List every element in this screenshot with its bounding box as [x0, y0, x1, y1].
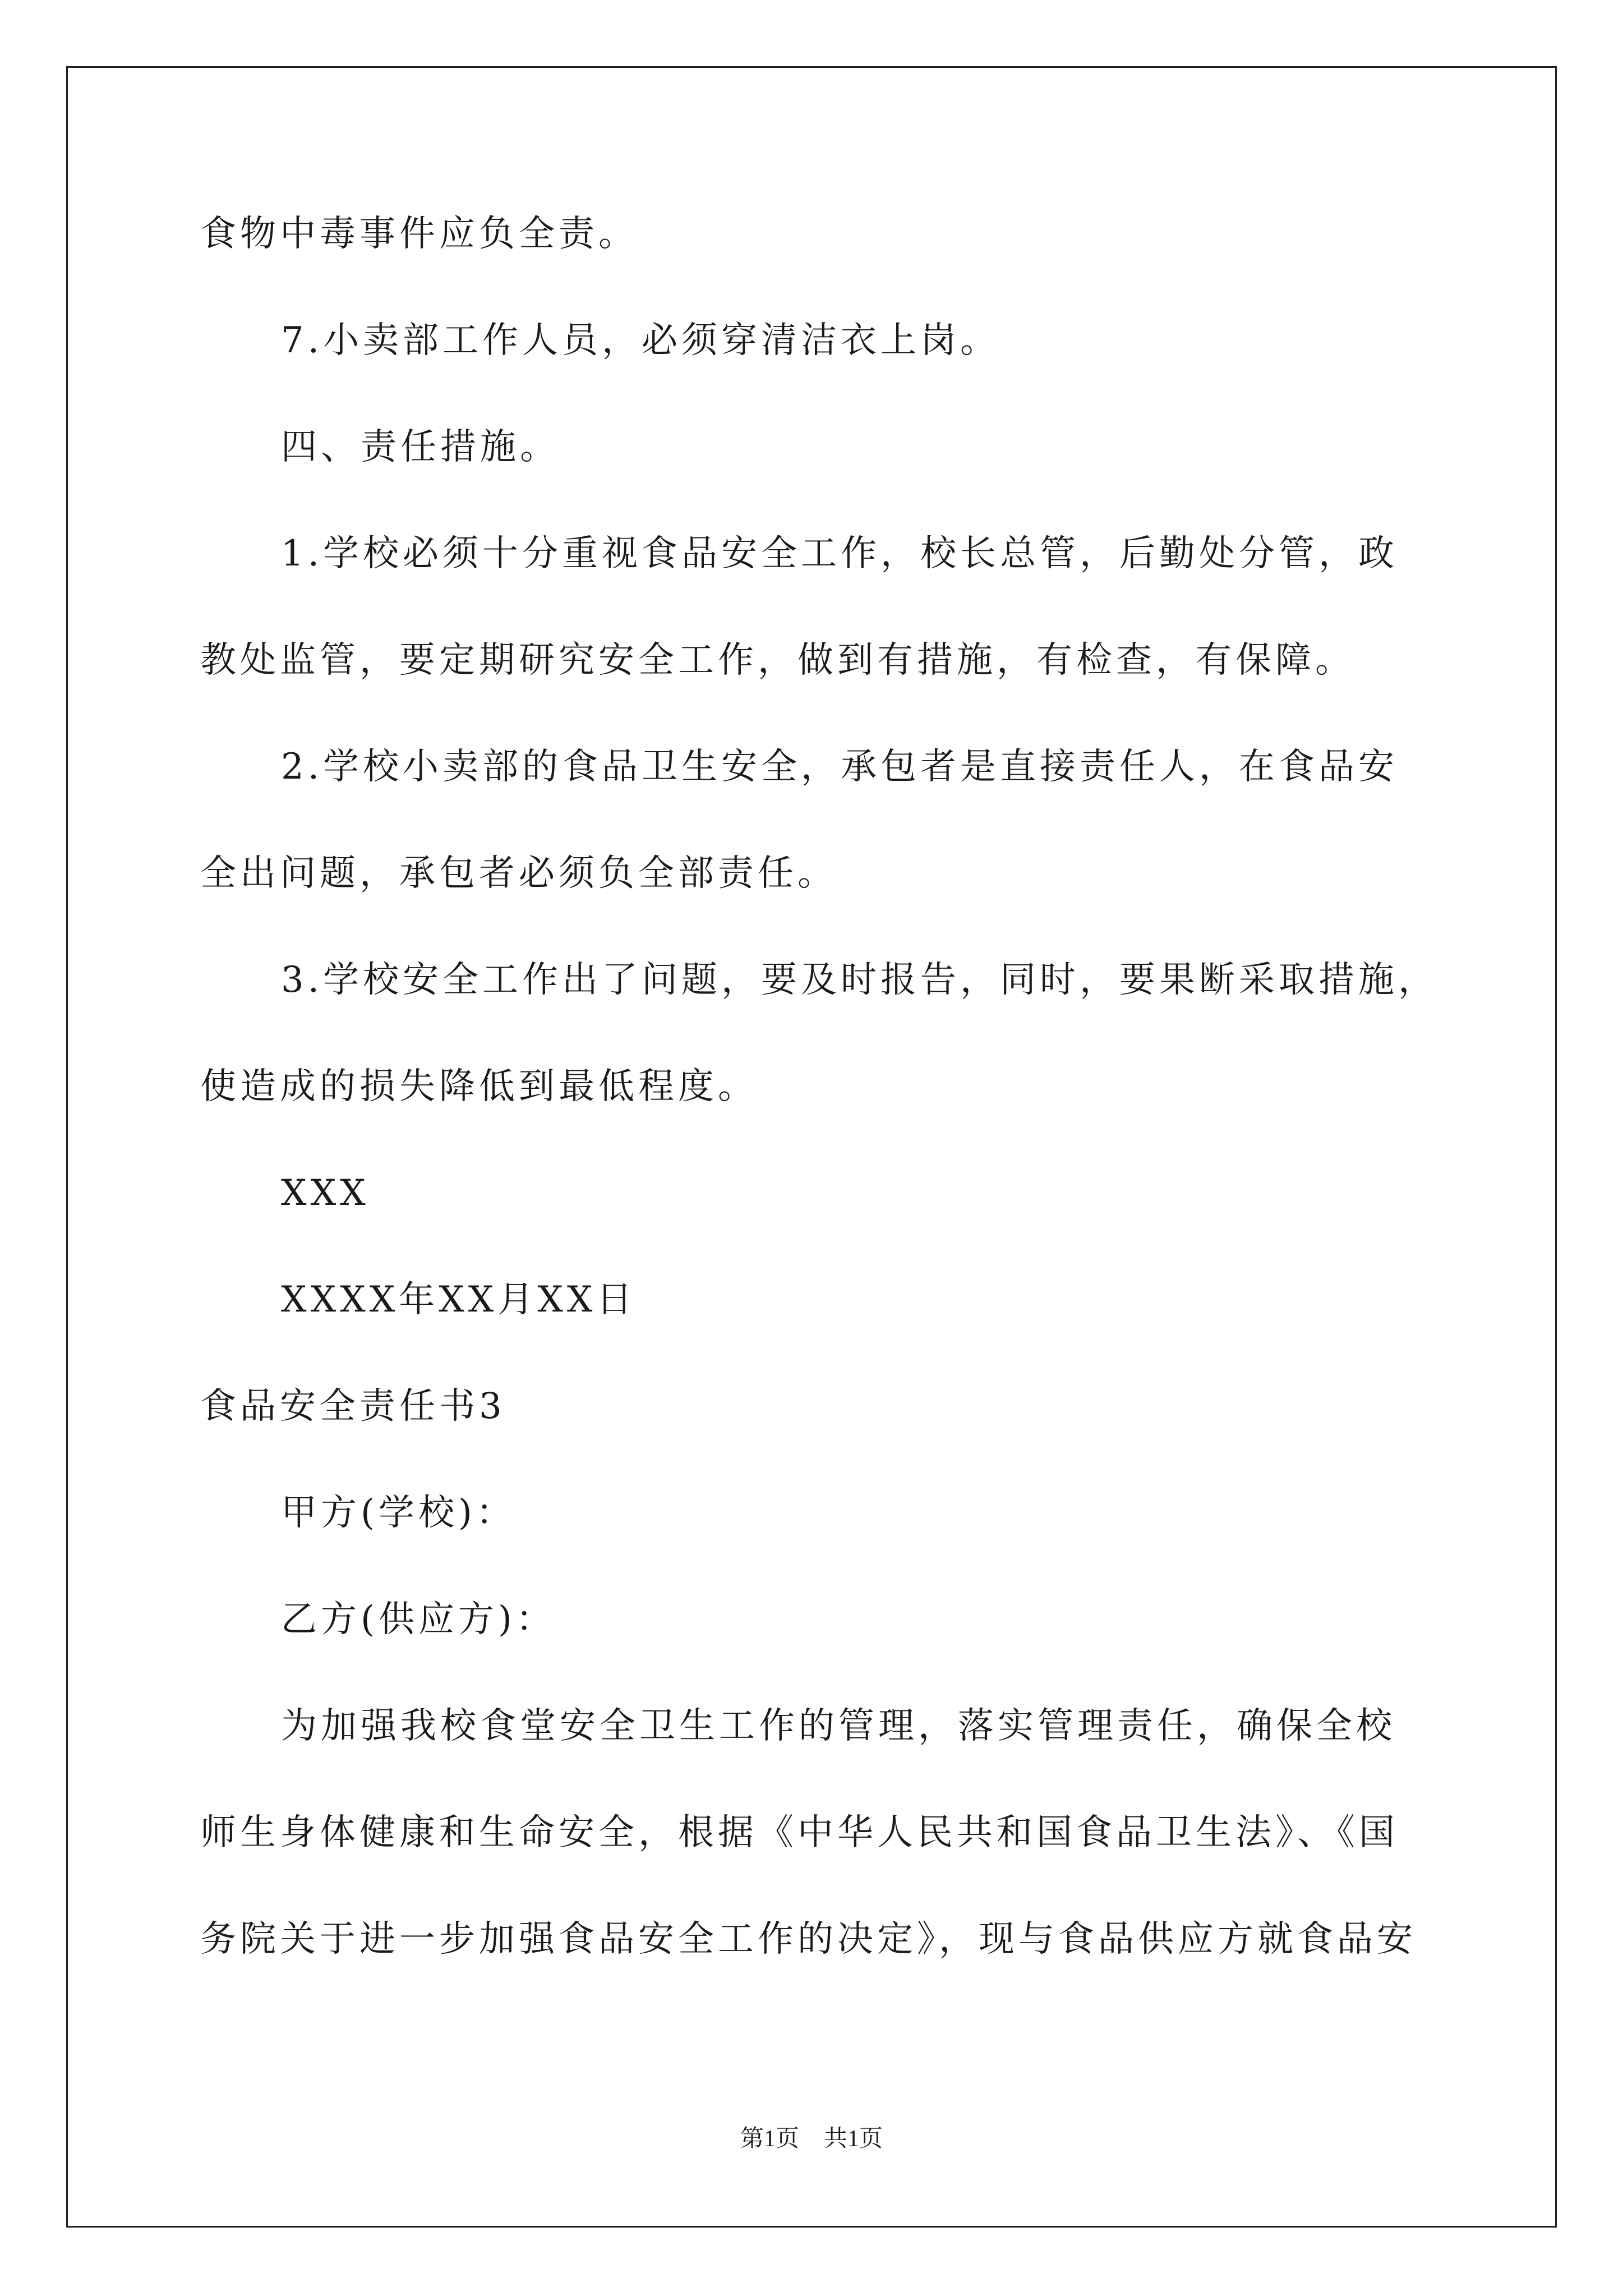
page-number: 第1页 — [740, 2126, 799, 2152]
text-line: 7.小卖部工作人员，必须穿清洁衣上岗。 — [281, 320, 1000, 361]
text-line: 务院关于进一步加强食品安全工作的决定》，现与食品供应方就食品安 — [200, 1918, 1417, 1960]
page-total: 共1页 — [824, 2126, 883, 2152]
text-line: 食品安全责任书3 — [200, 1386, 506, 1427]
text-line: 3.学校安全工作出了问题，要及时报告，同时，要果断采取措施， — [281, 959, 1438, 1001]
text-line: 四、责任措施。 — [281, 426, 560, 468]
text-line: 全出问题，承包者必须负全部责任。 — [200, 853, 837, 894]
text-line: 乙方(供应方)： — [281, 1599, 556, 1640]
text-line: 甲方(学校)： — [281, 1492, 516, 1534]
text-line: XXX — [281, 1172, 370, 1214]
text-line: 1.学校必须十分重视食品安全工作，校长总管，后勤处分管，政 — [281, 533, 1399, 574]
text-line: 为加强我校食堂安全卫生工作的管理，落实管理责任，确保全校 — [281, 1705, 1396, 1747]
document-body — [200, 213, 1456, 2028]
text-line: 使造成的损失降低到最低程度。 — [200, 1066, 758, 1107]
text-line: 2.学校小卖部的食品卫生安全，承包者是直接责任人，在食品安 — [281, 746, 1399, 788]
text-line: 食物中毒事件应负全责。 — [200, 213, 638, 255]
text-line: XXXX年XX月XX日 — [281, 1279, 637, 1320]
page-footer — [0, 2127, 1623, 2151]
text-line: 师生身体健康和生命安全，根据《中华人民共和国食品卫生法》、《国 — [200, 1812, 1399, 1853]
text-line: 教处监管，要定期研究安全工作，做到有措施，有检查，有保障。 — [200, 639, 1355, 681]
